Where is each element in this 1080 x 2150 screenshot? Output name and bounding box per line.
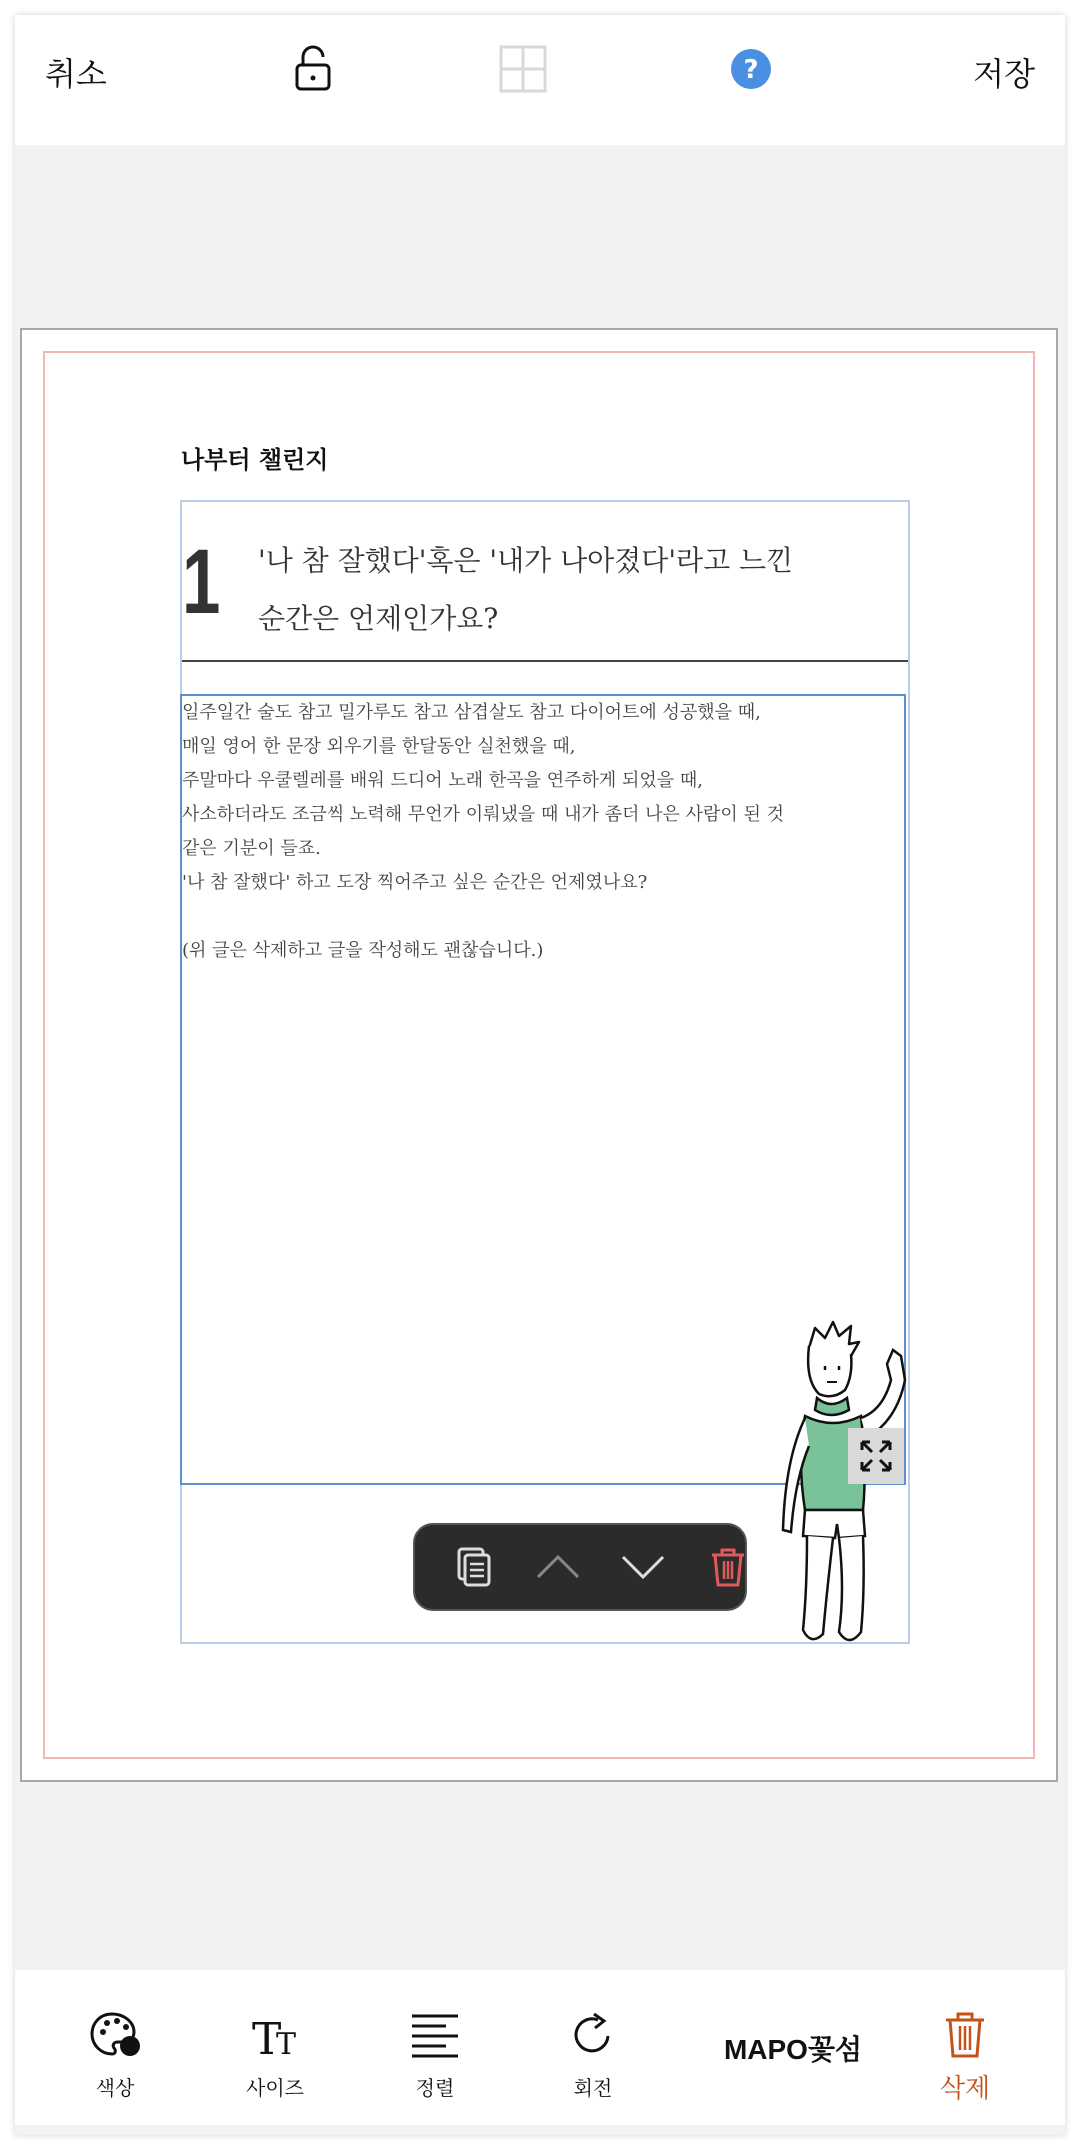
top-bar: [15, 15, 1065, 145]
svg-text:?: ?: [743, 55, 759, 85]
rotate-button[interactable]: [523, 1970, 663, 2125]
text-size-icon: [250, 2010, 300, 2060]
bottom-toolbar: [15, 1970, 1065, 2125]
align-left-icon: [410, 2010, 460, 2060]
trash-icon: [940, 2010, 990, 2060]
svg-text:T: T: [252, 2014, 282, 2060]
color-label: 색상: [95, 2076, 135, 2100]
trash-icon[interactable]: [700, 1539, 756, 1595]
floating-toolbar: [413, 1523, 747, 1611]
svg-text:T: T: [276, 2027, 297, 2060]
question-divider: [182, 660, 908, 662]
delete-button[interactable]: [895, 1970, 1035, 2125]
rotate-icon: [568, 2010, 618, 2060]
app-frame: [15, 15, 1065, 2135]
rotate-label: 회전: [573, 2076, 613, 2100]
size-button[interactable]: [205, 1970, 345, 2125]
color-button[interactable]: [45, 1970, 185, 2125]
section-label: 나부터 챌린지: [181, 446, 329, 474]
body-text[interactable]: 일주일간 술도 참고 밀가루도 참고 삼겹살도 참고 다이어트에 성공했을 때, 매일 영어 한 문장 외우기를 한달동안 실천했을 때, 주말마다 우쿨렐레를 배워 드디어 노래 한곡을 연주하게 되었을 때, 사소하더라도 조금씩 노력해 무언가 이뤄냈을 때 내가 좀더 나은 사람이 된 것 같은 기분이 들죠. '나 참 잘했다' 하고 도장 찍어주고 싶은 순간은 언제였나요? (위 글은 삭제하고 글을 작성해도 괜찮습니다.): [182, 702, 784, 961]
cancel-button[interactable]: 취소: [45, 55, 107, 93]
size-label: 사이즈: [246, 2076, 304, 2100]
question-number: 1: [182, 531, 221, 633]
align-button[interactable]: [365, 1970, 505, 2125]
chevron-up-icon[interactable]: [530, 1539, 586, 1595]
grid-icon[interactable]: [493, 39, 553, 99]
chevron-down-icon[interactable]: [615, 1539, 671, 1595]
delete-label: 삭제: [939, 2074, 991, 2104]
font-button[interactable]: [693, 1970, 893, 2125]
palette-icon: [90, 2010, 140, 2060]
question-text: '나 참 잘했다'혹은 '내가 나아졌다'라고 느낀 순간은 언제인가요?: [258, 544, 794, 635]
help-icon[interactable]: [721, 39, 781, 99]
copy-icon[interactable]: [445, 1539, 501, 1595]
expand-icon: [848, 1428, 904, 1484]
save-button[interactable]: 저장: [973, 55, 1035, 93]
font-name: MAPO꽃섬: [723, 2034, 863, 2065]
character-illustration[interactable]: [767, 1320, 937, 1650]
lock-open-icon[interactable]: [283, 39, 343, 99]
resize-handle[interactable]: [848, 1428, 904, 1484]
align-label: 정렬: [415, 2076, 455, 2100]
